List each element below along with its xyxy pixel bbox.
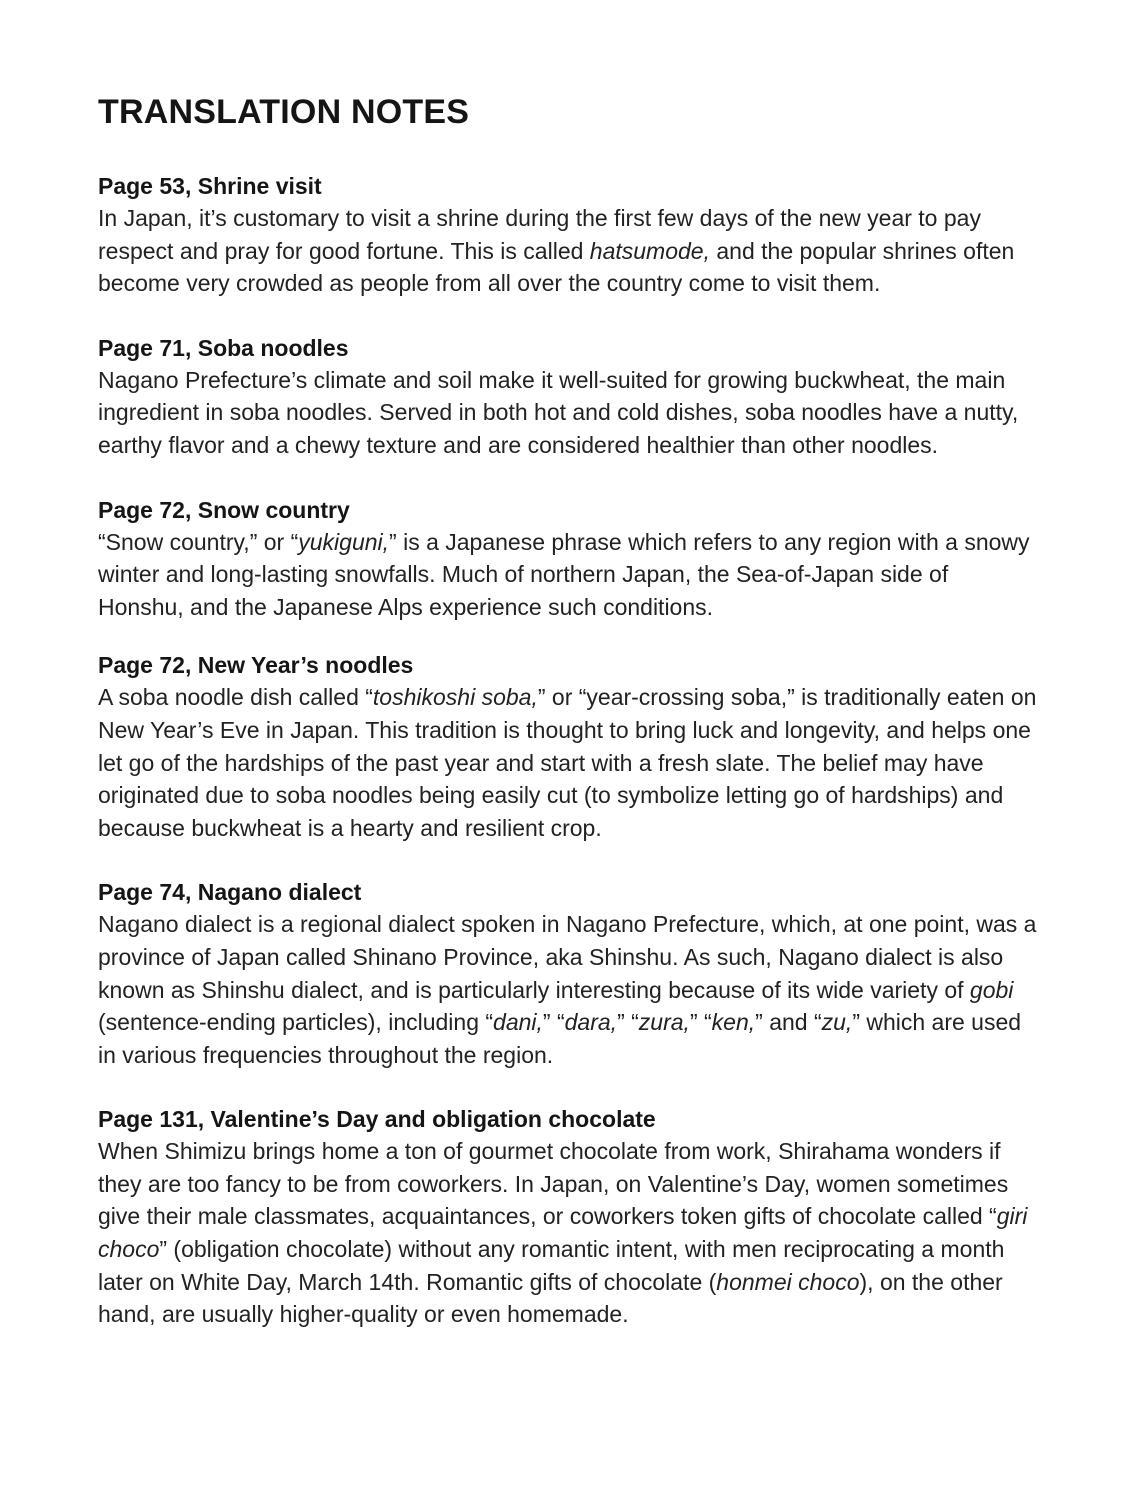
note-heading: Page 131, Valentine’s Day and obligation chocolate (98, 1106, 656, 1133)
note-text: ” or “year-crossing soba,” is traditionally eaten on New Year’s Eve in Japan. This tradition is thought to bring luck and longevity, and helps one let go of the hardships of the past year and start with a fresh slate. The belief may have originated due to soba noodles being easily cut (to symbolize letting go of hardships) and because buckwheat is a hearty and resilient crop. (98, 684, 1037, 841)
note-text: (sentence-ending particles), including “ (98, 1009, 494, 1036)
note-body (98, 908, 1038, 1071)
italic-term: dara, (564, 1009, 618, 1036)
italic-term: toshikoshi soba, (372, 684, 538, 711)
note-text: Nagano Prefecture’s climate and soil make it well-suited for growing buckwheat, the main ingredient in soba noodles. Served in both hot and cold dishes, soba noodles have a nutty, earthy flavor and a chewy texture and are considered healthier than other noodles. (98, 366, 1019, 458)
note-text: ), on the other hand, are usually higher-quality or even homemade. (98, 1268, 1003, 1328)
note-text: ” “ (689, 1009, 712, 1036)
note-heading: Page 53, Shrine visit (98, 173, 322, 199)
italic-term: giri choco (98, 1203, 1028, 1263)
translation-note (98, 876, 1038, 1071)
note-text: A soba noodle dish called “ (98, 684, 373, 711)
note-text: ” (obligation chocolate) without any romantic intent, with men reciprocating a month later on White Day, March 14th. Romantic gifts of chocolate ( (98, 1236, 1005, 1295)
document-page (98, 90, 1038, 1363)
italic-term: ken, (711, 1009, 756, 1036)
note-text: In Japan, it’s customary to visit a shrine during the first few days of the new year to pay respect and pray for good fortune. This is called (98, 205, 981, 264)
note-heading: Page 72, New Year’s noodles (98, 652, 414, 679)
note-text: When Shimizu brings home a ton of gourmet chocolate from work, Shirahama wonders if they are too fancy to be from coworkers. In Japan, on Valentine’s Day, women sometimes give their male classmates, acquaintances, or coworkers token gifts of chocolate called “ (98, 1138, 1009, 1230)
note-text: ” “ (617, 1009, 639, 1036)
italic-term: zura, (638, 1009, 690, 1036)
note-text: ” “ (542, 1009, 565, 1036)
translation-note (98, 332, 1038, 462)
note-text: Nagano dialect is a regional dialect spoken in Nagano Prefecture, which, at one point, was a province of Japan called Shinano Province, aka Shinshu. As such, Nagano dialect is also known as Shinshu dialect, and is particularly interesting because of its wide variety of (98, 911, 1037, 1003)
translation-note (98, 649, 1038, 844)
translation-note (98, 170, 1038, 300)
page-title: TRANSLATION NOTES (98, 93, 470, 131)
note-text: ” and “ (755, 1009, 822, 1036)
italic-term: zu, (821, 1009, 853, 1036)
note-body (98, 526, 1038, 624)
italic-term: honmei choco (716, 1268, 860, 1295)
note-heading: Page 74, Nagano dialect (98, 879, 362, 906)
note-body (98, 681, 1038, 844)
note-body (98, 202, 1038, 300)
translation-note (98, 494, 1038, 624)
note-text: ” is a Japanese phrase which refers to any region with a snowy winter and long-lasting snowfalls. Much of northern Japan, the Sea-of-Japan side of Honshu, and the Japanese Alps experience such conditions. (98, 528, 1030, 620)
note-heading: Page 71, Soba noodles (98, 334, 349, 361)
note-text: ” which are used in various frequencies throughout the region. (98, 1009, 1022, 1068)
notes-list (98, 170, 1038, 1331)
italic-term: hatsumode, (589, 237, 710, 264)
note-text: and the popular shrines often become very crowded as people from all over the country come to visit them. (98, 237, 1015, 297)
italic-term: dani, (493, 1009, 543, 1036)
translation-note (98, 1103, 1038, 1331)
note-body (98, 364, 1038, 462)
italic-term: gobi (969, 976, 1014, 1003)
note-text: “Snow country,” or “ (98, 528, 299, 555)
note-body (98, 1135, 1038, 1331)
note-heading: Page 72, Snow country (98, 496, 350, 523)
italic-term: yukiguni, (298, 528, 390, 555)
